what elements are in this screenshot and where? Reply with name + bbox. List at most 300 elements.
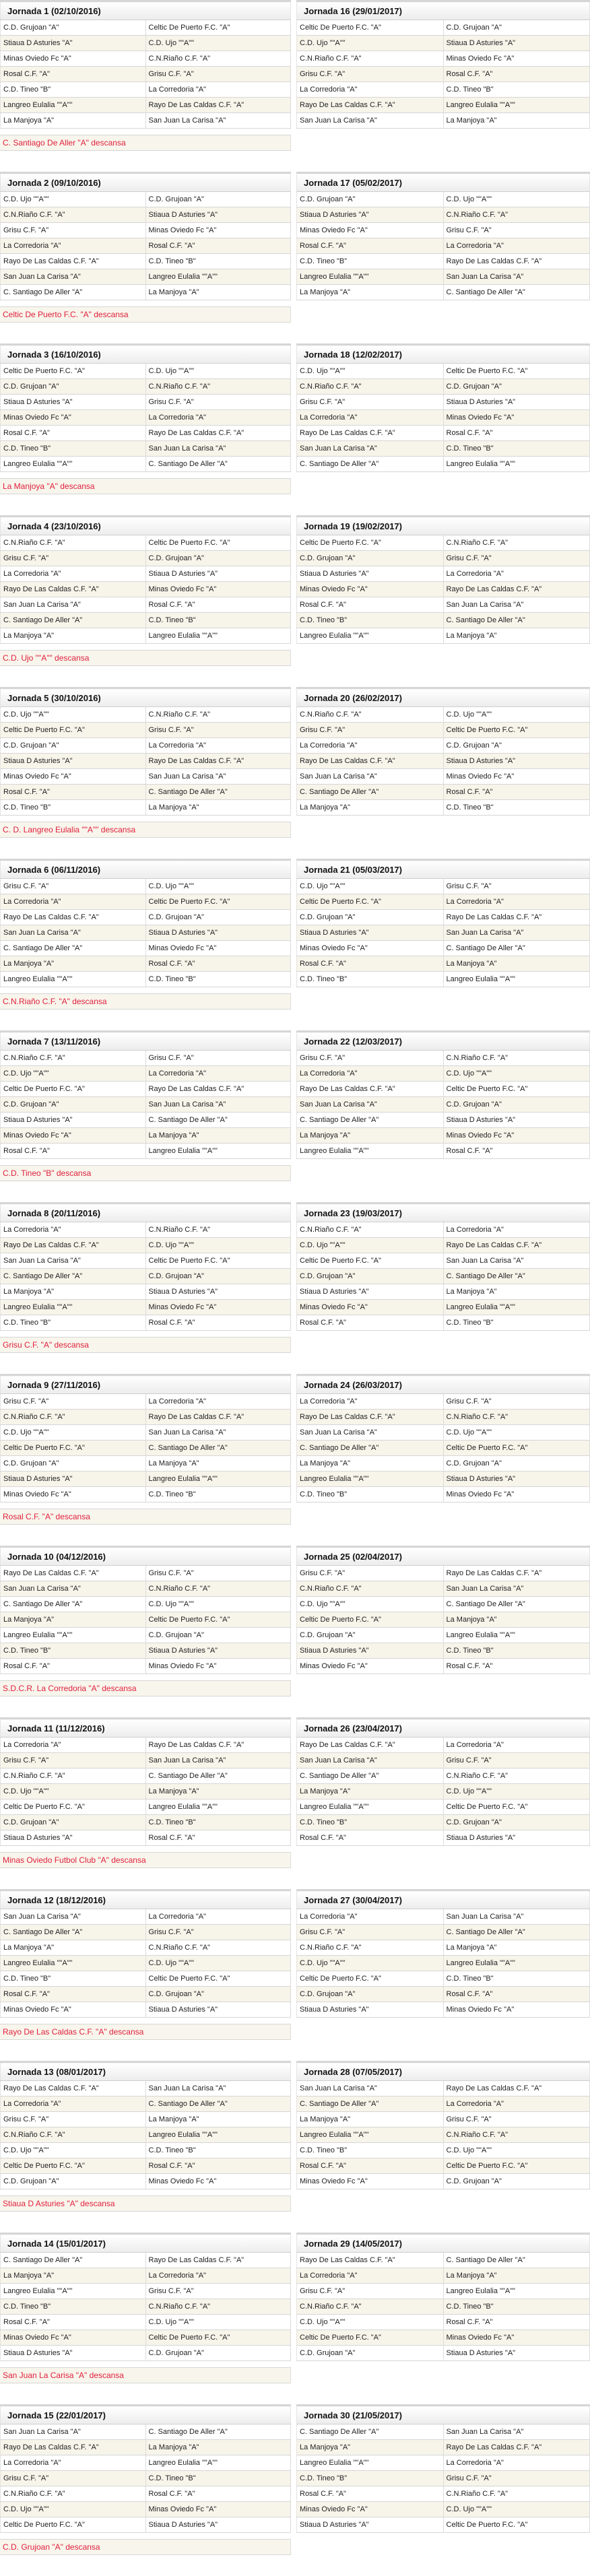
match-row (297, 879, 590, 894)
match-row (297, 410, 590, 426)
jornada-block (0, 1889, 291, 2061)
home-team: Langreo Eulalia ""A"" (297, 628, 444, 644)
match-row (297, 1566, 590, 1581)
match-row (297, 36, 590, 51)
away-team: La Corredoria "A" (145, 1909, 291, 1925)
match-row (1, 2284, 291, 2299)
home-team: Minas Oviedo Fc "A" (1, 410, 146, 426)
away-team: C.D. Ujo ""A"" (145, 879, 291, 894)
away-team: La Manjoya "A" (145, 1784, 291, 1799)
match-row (1, 1987, 291, 2002)
home-team: La Manjoya "A" (297, 2440, 444, 2455)
home-team: Grisu C.F. "A" (297, 1051, 444, 1066)
home-team: C.D. Grujoan "A" (297, 1269, 444, 1284)
away-team: C.N.Riaño C.F. "A" (443, 207, 590, 223)
home-team: Celtic De Puerto F.C. "A" (1, 1082, 146, 1097)
jornada-table (296, 1030, 590, 1159)
match-row (297, 956, 590, 972)
match-row (1, 364, 291, 379)
away-team: Rosal C.F. "A" (145, 1315, 291, 1331)
away-team: Celtic De Puerto F.C. "A" (145, 894, 291, 910)
rest-team-notice: Grisu C.F. "A" descansa (0, 1337, 291, 1353)
away-team: Rayo De Las Caldas C.F. "A" (443, 2440, 590, 2455)
match-row (1, 207, 291, 223)
jornada-title: Jornada 1 (02/10/2016) (1, 1, 291, 20)
match-row (297, 1769, 590, 1784)
away-team: C. Santiago De Aller "A" (443, 2253, 590, 2268)
away-team: Stiaua D Asturies "A" (443, 1113, 590, 1128)
away-team: C.N.Riaño C.F. "A" (443, 1051, 590, 1066)
home-team: C. Santiago De Aller "A" (297, 2096, 444, 2112)
match-row (297, 925, 590, 941)
home-team: La Corredoria "A" (297, 410, 444, 426)
match-row (1, 1956, 291, 1971)
home-team: La Corredoria "A" (297, 1394, 444, 1410)
match-row (297, 395, 590, 410)
home-team: Langreo Eulalia ""A"" (1, 972, 146, 987)
home-team: Minas Oviedo Fc "A" (297, 223, 444, 238)
away-team: C.N.Riaño C.F. "A" (443, 1410, 590, 1425)
match-row (297, 1253, 590, 1269)
home-team: San Juan La Carisa "A" (1, 1253, 146, 1269)
jornada-table (0, 1546, 291, 1674)
match-row (1, 410, 291, 426)
match-row (1, 2002, 291, 2018)
jornada-title: Jornada 2 (09/10/2016) (1, 173, 291, 192)
away-team: Langreo Eulalia ""A"" (443, 457, 590, 472)
home-team: Grisu C.F. "A" (297, 395, 444, 410)
match-row (297, 269, 590, 285)
home-team: La Manjoya "A" (297, 1456, 444, 1472)
home-team: San Juan La Carisa "A" (297, 441, 444, 457)
match-row (1, 1612, 291, 1628)
home-team: C.N.Riaño C.F. "A" (1, 207, 146, 223)
home-team: Minas Oviedo Fc "A" (1, 1487, 146, 1502)
jornada-table (0, 1030, 291, 1159)
home-team: San Juan La Carisa "A" (297, 2081, 444, 2096)
home-team: La Manjoya "A" (1, 1612, 146, 1628)
away-team: Stiaua D Asturies "A" (145, 925, 291, 941)
away-team: Grisu C.F. "A" (145, 2284, 291, 2299)
match-row (1, 1472, 291, 1487)
rest-team-notice: San Juan La Carisa "A" descansa (0, 2367, 291, 2383)
match-row (1, 1799, 291, 1815)
rest-team-notice: C. D. Langreo Eulalia ""A"" descansa (0, 822, 291, 838)
home-team: Rosal C.F. "A" (1, 785, 146, 800)
jornada-block (296, 1030, 590, 1202)
home-team: Rosal C.F. "A" (1, 1987, 146, 2002)
home-team: C. Santiago De Aller "A" (297, 1113, 444, 1128)
jornada-table (0, 0, 291, 129)
match-row (297, 1472, 590, 1487)
home-team: La Corredoria "A" (1, 894, 146, 910)
away-team: Minas Oviedo Fc "A" (145, 1300, 291, 1315)
rest-team-notice: Rosal C.F. "A" descansa (0, 1509, 291, 1525)
away-team: C. Santiago De Aller "A" (443, 941, 590, 956)
home-team: La Manjoya "A" (297, 1128, 444, 1144)
away-team: C.D. Ujo ""A"" (145, 1956, 291, 1971)
home-team: C. Santiago De Aller "A" (297, 1441, 444, 1456)
away-team: Rayo De Las Caldas C.F. "A" (443, 1566, 590, 1581)
match-row (1, 2143, 291, 2158)
jornada-table (0, 2061, 291, 2189)
away-team: C.D. Grujoan "A" (145, 551, 291, 566)
match-row (1, 1097, 291, 1113)
match-row (1, 1394, 291, 1410)
match-row (1, 2174, 291, 2189)
jornada-block (296, 0, 590, 172)
match-row (297, 707, 590, 723)
away-team: C.D. Ujo ""A"" (443, 1066, 590, 1082)
home-team: Rosal C.F. "A" (1, 67, 146, 82)
match-row (1, 1769, 291, 1784)
away-team: C.D. Tineo "B" (145, 2143, 291, 2158)
match-row (1, 2455, 291, 2471)
home-team: Langreo Eulalia ""A"" (297, 1144, 444, 1159)
away-team: C.D. Tineo "B" (145, 613, 291, 628)
away-team: San Juan La Carisa "A" (145, 1753, 291, 1769)
home-team: Rosal C.F. "A" (297, 2486, 444, 2502)
match-row (297, 2440, 590, 2455)
match-row (297, 535, 590, 551)
away-team: Rosal C.F. "A" (443, 426, 590, 441)
away-team: Grisu C.F. "A" (443, 879, 590, 894)
away-team: C. Santiago De Aller "A" (145, 1769, 291, 1784)
match-row (1, 738, 291, 754)
match-row (297, 98, 590, 113)
home-team: C.D. Ujo ""A"" (297, 36, 444, 51)
match-row (297, 2517, 590, 2533)
away-team: C.D. Tineo "B" (443, 1643, 590, 1659)
away-team: Stiaua D Asturies "A" (443, 1472, 590, 1487)
home-team: C.N.Riaño C.F. "A" (297, 379, 444, 395)
home-team: La Corredoria "A" (1, 2096, 146, 2112)
jornada-block (296, 1374, 590, 1546)
match-row (1, 613, 291, 628)
jornada-block (296, 1546, 590, 1717)
jornada-title: Jornada 16 (29/01/2017) (297, 1, 590, 20)
home-team: Celtic De Puerto F.C. "A" (297, 1971, 444, 1987)
jornada-table (0, 1374, 291, 1502)
match-row (297, 1456, 590, 1472)
home-team: C.N.Riaño C.F. "A" (297, 1940, 444, 1956)
jornada-block (296, 2061, 590, 2233)
away-team: C.D. Grujoan "A" (145, 1987, 291, 2002)
match-row (1, 1284, 291, 1300)
match-row (297, 1753, 590, 1769)
jornada-title: Jornada 11 (11/12/2016) (1, 1719, 291, 1738)
away-team: Rayo De Las Caldas C.F. "A" (443, 582, 590, 597)
home-team: Rosal C.F. "A" (297, 956, 444, 972)
jornada-block (0, 515, 291, 687)
away-team: Minas Oviedo Fc "A" (145, 2502, 291, 2517)
home-team: C.D. Tineo "B" (1, 2299, 146, 2315)
jornada-block (0, 172, 291, 343)
match-row (297, 1410, 590, 1425)
home-team: Grisu C.F. "A" (1, 2112, 146, 2127)
home-team: La Manjoya "A" (1, 113, 146, 129)
away-team: C.D. Ujo ""A"" (145, 1597, 291, 1612)
rest-team-notice: La Manjoya "A" descansa (0, 478, 291, 494)
away-team: Rosal C.F. "A" (443, 2315, 590, 2330)
home-team: C.D. Tineo "B" (297, 1487, 444, 1502)
home-team: Rayo De Las Caldas C.F. "A" (297, 2253, 444, 2268)
home-team: Langreo Eulalia ""A"" (297, 1472, 444, 1487)
home-team: Rayo De Las Caldas C.F. "A" (297, 98, 444, 113)
away-team: La Corredoria "A" (443, 2096, 590, 2112)
match-row (1, 2081, 291, 2096)
match-row (297, 1597, 590, 1612)
home-team: San Juan La Carisa "A" (1, 1909, 146, 1925)
away-team: C.D. Tineo "B" (443, 1971, 590, 1987)
match-row (1, 113, 291, 129)
match-row (1, 51, 291, 67)
match-row (1, 285, 291, 300)
away-team: C.D. Ujo ""A"" (443, 2143, 590, 2158)
match-row (297, 207, 590, 223)
match-row (297, 1441, 590, 1456)
home-team: Celtic De Puerto F.C. "A" (1, 364, 146, 379)
away-team: C.D. Ujo ""A"" (443, 192, 590, 207)
rest-team-notice: S.D.C.R. La Corredoria "A" descansa (0, 1680, 291, 1696)
away-team: Rosal C.F. "A" (145, 2486, 291, 2502)
jornada-block (0, 0, 291, 172)
match-row (1, 566, 291, 582)
away-team: Minas Oviedo Fc "A" (145, 223, 291, 238)
match-row (1, 1456, 291, 1472)
home-team: C.N.Riaño C.F. "A" (1, 1769, 146, 1784)
home-team: Stiaua D Asturies "A" (297, 2002, 444, 2018)
away-team: La Manjoya "A" (443, 113, 590, 129)
match-row (297, 1097, 590, 1113)
home-team: San Juan La Carisa "A" (1, 1581, 146, 1597)
away-team: Minas Oviedo Fc "A" (443, 2002, 590, 2018)
match-row (1, 1113, 291, 1128)
jornada-table (0, 2404, 291, 2533)
jornada-block (0, 2061, 291, 2233)
jornada-block (0, 859, 291, 1030)
home-team: Stiaua D Asturies "A" (297, 1643, 444, 1659)
match-row (1, 395, 291, 410)
jornada-table (296, 1546, 590, 1674)
match-row (297, 1940, 590, 1956)
away-team: Rayo De Las Caldas C.F. "A" (145, 98, 291, 113)
jornada-table (296, 0, 590, 129)
home-team: C. Santiago De Aller "A" (1, 1925, 146, 1940)
match-row (1, 379, 291, 395)
away-team: Rayo De Las Caldas C.F. "A" (145, 1082, 291, 1097)
away-team: C. Santiago De Aller "A" (145, 2096, 291, 2112)
match-row (1, 597, 291, 613)
jornada-pair (0, 1889, 590, 2061)
home-team: C.D. Grujoan "A" (1, 379, 146, 395)
home-team: C.D. Ujo ""A"" (1, 1425, 146, 1441)
away-team: Stiaua D Asturies "A" (145, 566, 291, 582)
away-team: C.D. Tineo "B" (145, 1487, 291, 1502)
home-team: C. Santiago De Aller "A" (1, 613, 146, 628)
match-row (297, 1815, 590, 1830)
jornada-table (0, 343, 291, 472)
home-team: La Manjoya "A" (1, 1940, 146, 1956)
away-team: C.D. Tineo "B" (443, 82, 590, 98)
home-team: Rayo De Las Caldas C.F. "A" (1, 254, 146, 269)
home-team: C. Santiago De Aller "A" (297, 1769, 444, 1784)
jornada-block (296, 687, 590, 859)
home-team: Rosal C.F. "A" (1, 426, 146, 441)
home-team: Langreo Eulalia ""A"" (1, 2284, 146, 2299)
home-team: La Corredoria "A" (1, 566, 146, 582)
away-team: La Manjoya "A" (145, 1128, 291, 1144)
home-team: Stiaua D Asturies "A" (297, 207, 444, 223)
away-team: Celtic De Puerto F.C. "A" (443, 2517, 590, 2533)
jornada-table (296, 172, 590, 300)
away-team: Langreo Eulalia ""A"" (443, 2284, 590, 2299)
home-team: La Manjoya "A" (297, 2112, 444, 2127)
home-team: C.N.Riaño C.F. "A" (1, 1410, 146, 1425)
match-row (297, 2502, 590, 2517)
match-row (1, 754, 291, 769)
away-team: Celtic De Puerto F.C. "A" (443, 1082, 590, 1097)
match-row (1, 1581, 291, 1597)
home-team: Langreo Eulalia ""A"" (1, 98, 146, 113)
home-team: Minas Oviedo Fc "A" (297, 1659, 444, 1674)
match-row (1, 1659, 291, 1674)
home-team: La Manjoya "A" (297, 1784, 444, 1799)
away-team: Minas Oviedo Fc "A" (443, 2330, 590, 2346)
away-team: Rayo De Las Caldas C.F. "A" (145, 2253, 291, 2268)
home-team: C.D. Ujo ""A"" (1, 707, 146, 723)
away-team: Grisu C.F. "A" (145, 723, 291, 738)
home-team: San Juan La Carisa "A" (297, 1425, 444, 1441)
home-team: C.D. Tineo "B" (297, 254, 444, 269)
away-team: C.D. Ujo ""A"" (443, 1784, 590, 1799)
home-team: C.D. Ujo ""A"" (297, 1238, 444, 1253)
jornada-block (296, 1889, 590, 2061)
match-row (297, 1628, 590, 1643)
away-team: C.D. Grujoan "A" (145, 192, 291, 207)
match-row (297, 457, 590, 472)
home-team: La Manjoya "A" (1, 2268, 146, 2284)
away-team: La Manjoya "A" (443, 1284, 590, 1300)
jornada-block (296, 343, 590, 515)
away-team: La Corredoria "A" (443, 1738, 590, 1753)
home-team: C.D. Grujoan "A" (1, 1097, 146, 1113)
match-row (1, 1643, 291, 1659)
home-team: La Manjoya "A" (297, 285, 444, 300)
home-team: Rayo De Las Caldas C.F. "A" (297, 1410, 444, 1425)
match-row (297, 738, 590, 754)
home-team: Celtic De Puerto F.C. "A" (1, 1799, 146, 1815)
jornada-block (0, 1202, 291, 1374)
away-team: Rosal C.F. "A" (443, 1987, 590, 2002)
home-team: Rayo De Las Caldas C.F. "A" (297, 754, 444, 769)
match-row (1, 769, 291, 785)
away-team: Celtic De Puerto F.C. "A" (443, 1799, 590, 1815)
home-team: Grisu C.F. "A" (297, 67, 444, 82)
away-team: Langreo Eulalia ""A"" (145, 1799, 291, 1815)
match-row (1, 1566, 291, 1581)
jornada-pair (0, 859, 590, 1030)
match-row (1, 2158, 291, 2174)
match-row (1, 1410, 291, 1425)
match-row (297, 1784, 590, 1799)
match-row (297, 1487, 590, 1502)
jornada-table (0, 687, 291, 816)
match-row (1, 457, 291, 472)
away-team: C.D. Tineo "B" (145, 1815, 291, 1830)
away-team: Rosal C.F. "A" (443, 1144, 590, 1159)
home-team: Celtic De Puerto F.C. "A" (297, 894, 444, 910)
home-team: Grisu C.F. "A" (1, 2471, 146, 2486)
match-row (297, 800, 590, 816)
home-team: C.D. Grujoan "A" (297, 1987, 444, 2002)
away-team: Minas Oviedo Fc "A" (145, 582, 291, 597)
match-row (1, 1441, 291, 1456)
match-row (1, 238, 291, 254)
match-row (1, 1815, 291, 1830)
home-team: C.D. Tineo "B" (1, 1971, 146, 1987)
away-team: Rayo De Las Caldas C.F. "A" (443, 1238, 590, 1253)
away-team: Rayo De Las Caldas C.F. "A" (443, 2081, 590, 2096)
jornada-title: Jornada 26 (23/04/2017) (297, 1719, 590, 1738)
match-row (297, 2299, 590, 2315)
away-team: Rosal C.F. "A" (145, 1830, 291, 1846)
jornada-pair (0, 1374, 590, 1546)
match-row (297, 1113, 590, 1128)
jornada-title: Jornada 28 (07/05/2017) (297, 2062, 590, 2081)
match-row (297, 1128, 590, 1144)
home-team: C.D. Ujo ""A"" (1, 1066, 146, 1082)
match-row (1, 879, 291, 894)
match-row (1, 67, 291, 82)
home-team: Minas Oviedo Fc "A" (297, 582, 444, 597)
home-team: C. Santiago De Aller "A" (297, 457, 444, 472)
home-team: C.D. Tineo "B" (297, 2471, 444, 2486)
jornada-pair (0, 0, 590, 172)
away-team: C.D. Grujoan "A" (443, 1815, 590, 1830)
home-team: C.D. Tineo "B" (297, 613, 444, 628)
away-team: C.D. Ujo ""A"" (145, 36, 291, 51)
away-team: Langreo Eulalia ""A"" (145, 1472, 291, 1487)
home-team: Rosal C.F. "A" (297, 2158, 444, 2174)
home-team: Rosal C.F. "A" (1, 1144, 146, 1159)
home-team: C. Santiago De Aller "A" (297, 785, 444, 800)
away-team: C.D. Grujoan "A" (443, 379, 590, 395)
match-row (297, 67, 590, 82)
away-team: Minas Oviedo Fc "A" (443, 410, 590, 426)
home-team: Langreo Eulalia ""A"" (1, 1628, 146, 1643)
home-team: Celtic De Puerto F.C. "A" (1, 2517, 146, 2533)
home-team: San Juan La Carisa "A" (297, 1097, 444, 1113)
home-team: Celtic De Puerto F.C. "A" (297, 1253, 444, 1269)
match-row (297, 1581, 590, 1597)
home-team: C. Santiago De Aller "A" (1, 1597, 146, 1612)
away-team: C. Santiago De Aller "A" (443, 613, 590, 628)
home-team: La Manjoya "A" (1, 628, 146, 644)
away-team: C.N.Riaño C.F. "A" (145, 2299, 291, 2315)
match-row (1, 707, 291, 723)
home-team: Rayo De Las Caldas C.F. "A" (1, 910, 146, 925)
away-team: Langreo Eulalia ""A"" (443, 98, 590, 113)
match-row (297, 20, 590, 36)
match-row (297, 910, 590, 925)
away-team: C.D. Grujoan "A" (443, 738, 590, 754)
match-row (297, 2002, 590, 2018)
jornada-pair (0, 1546, 590, 1717)
match-row (297, 192, 590, 207)
match-row (297, 1738, 590, 1753)
jornada-title: Jornada 5 (30/10/2016) (1, 688, 291, 707)
